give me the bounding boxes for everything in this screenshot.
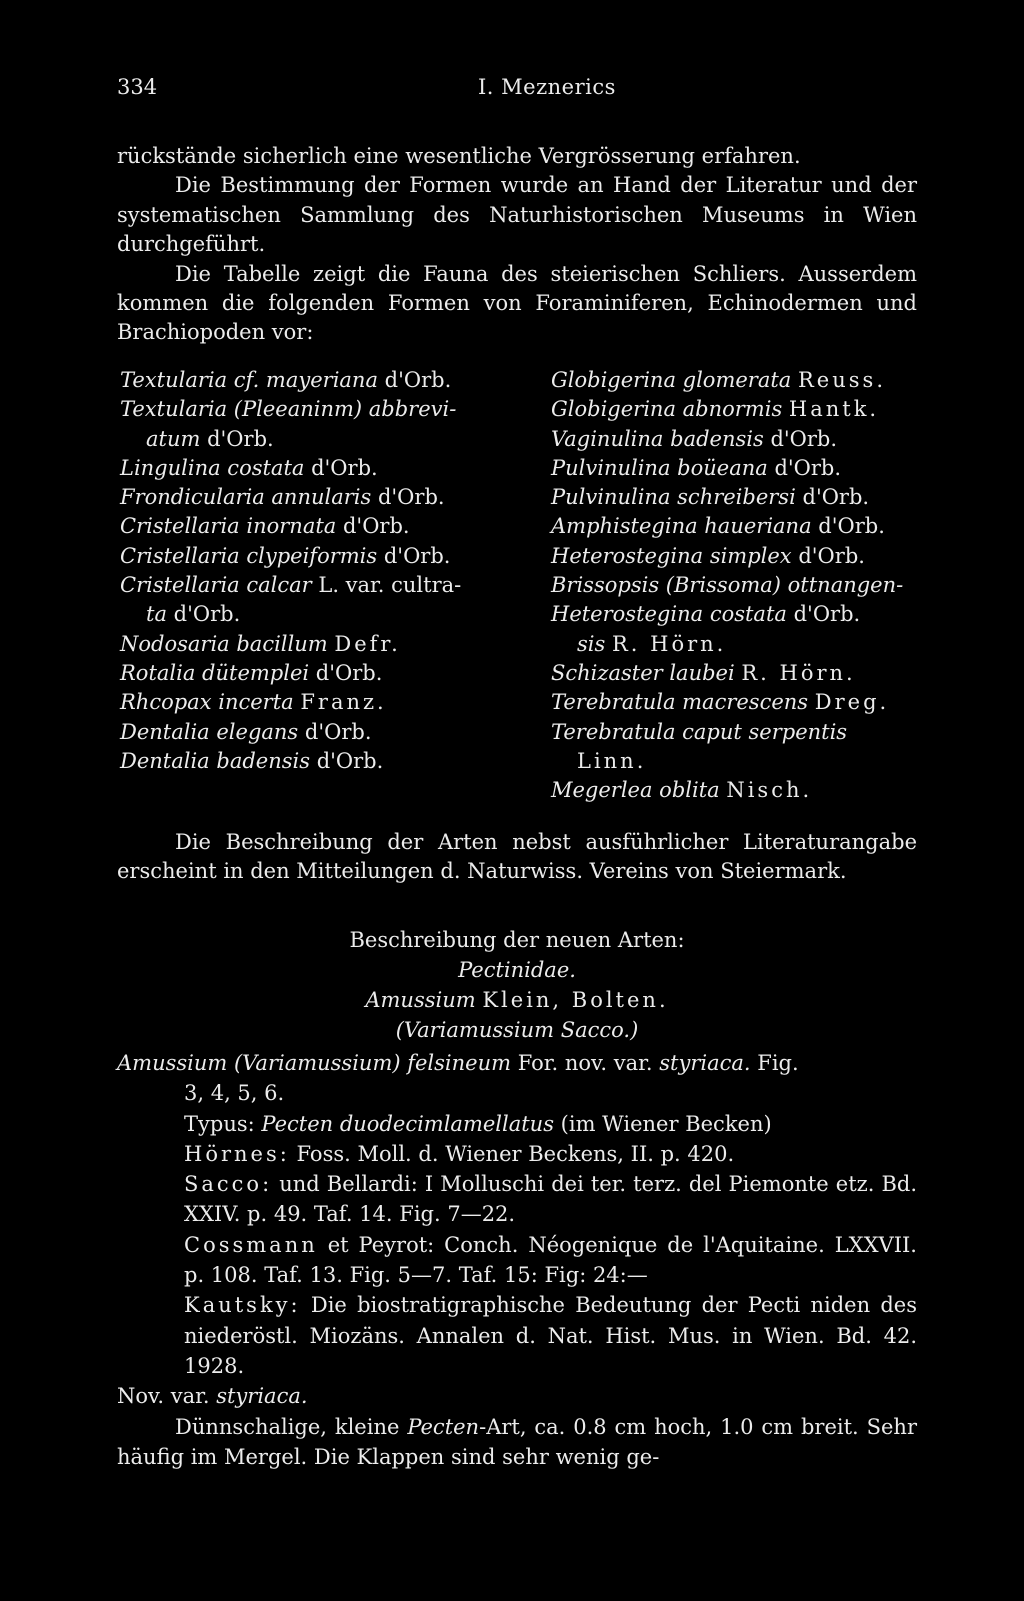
list-item: Linn. (577, 748, 647, 773)
intro-para-3: Die Tabelle zeigt die Fauna des steierischen Schliers. Ausserdem kommen die folgenden Formen von Foraminiferen, Echinodermen und Brachiopoden vor: (117, 261, 917, 345)
list-item: Nodosaria bacillum Defr. (120, 631, 401, 656)
list-item: Lingulina costata d'Orb. (120, 455, 378, 480)
reference: Kautsky: Die biostratigraphische Bedeutung der Pecti niden des niederöstl. Miozäns. Annalen d. Nat. Hist. Mus. in Wien. Bd. 42. 1928. (184, 1293, 917, 1378)
list-item: Cristellaria calcar L. var. cultra- (120, 573, 462, 598)
list-item: atum d'Orb. (146, 426, 274, 451)
description-note-text: Die Beschreibung der Arten nebst ausführlicher Literaturangabe erscheint in den Mitteilungen d. Naturwiss. Vereins von Steiermark. (117, 830, 917, 884)
genus-heading: Amussium Klein, Bolten. (365, 988, 669, 1012)
list-item: Rotalia dütemplei d'Orb. (120, 660, 383, 685)
list-item: Vaginulina badensis d'Orb. (551, 426, 838, 451)
list-item: sis R. Hörn. (577, 631, 727, 656)
list-item: Schizaster laubei R. Hörn. (551, 660, 856, 685)
list-item: Frondicularia annularis d'Orb. (120, 485, 445, 510)
reference: Cossmann et Peyrot: Conch. Néogenique de l'Aquitaine. LXXVII. p. 108. Taf. 13. Fig. 5—7. Taf. 15: Fig: 24:— (184, 1232, 917, 1288)
typus-line: Typus: Pecten duodecimlamellatus (im Wiener Becken) (184, 1111, 772, 1136)
list-item: Cristellaria inornata d'Orb. (120, 514, 410, 539)
description-note (117, 828, 917, 887)
page-number: 334 (117, 75, 158, 99)
reference: Sacco: und Bellardi: I Molluschi dei ter. terz. del Piemonte etz. Bd. XXIV. p. 49. Taf. 14. Fig. 7—22. (184, 1172, 917, 1227)
list-item: Terebratula macrescens Dreg. (551, 690, 890, 715)
list-item: Heterostegina simplex d'Orb. (551, 543, 865, 568)
reference: Hörnes: Foss. Moll. d. Wiener Beckens, II. p. 420. (184, 1141, 735, 1166)
list-item: Megerlea oblita Nisch. (551, 778, 813, 803)
list-item: Amphistegina haueriana d'Orb. (551, 514, 885, 539)
section-heading: Beschreibung der neuen Arten: (349, 928, 685, 952)
family-heading: Pectinidae. (458, 958, 576, 982)
list-item: Dentalia badensis d'Orb. (120, 748, 384, 773)
list-item: ta d'Orb. (146, 602, 241, 627)
subgenus-heading: (Variamussium Sacco.) (395, 1018, 639, 1042)
list-item: Textularia cf. mayeriana d'Orb. (120, 368, 452, 392)
intro-text (117, 142, 917, 348)
list-item: Brissopsis (Brissoma) ottnangen- (551, 573, 904, 598)
intro-para-2: Die Bestimmung der Formen wurde an Hand der Literatur und der systematischen Sammlung des Naturhistorischen Museums in Wien durchgeführt. (117, 173, 917, 257)
list-item: Heterostegina costata d'Orb. (551, 602, 861, 627)
section-headings (117, 925, 917, 1045)
list-item: Globigerina abnormis Hantk. (551, 397, 880, 422)
species-list-left (120, 366, 461, 776)
list-item: Rhcopax incerta Franz. (120, 690, 387, 715)
list-item: Globigerina glomerata Reuss. (551, 368, 886, 392)
species-title: Amussium (Variamussium) felsineum For. nov. var. styriaca. Fig. (117, 1051, 799, 1075)
list-item: Pulvinulina schreibersi d'Orb. (551, 485, 870, 510)
list-item: Textularia (Pleeaninm) abbrevi- (120, 397, 457, 422)
list-item: Pulvinulina boüeana d'Orb. (551, 455, 842, 480)
list-item: Terebratula caput serpentis (551, 719, 848, 744)
nov-var-line: Nov. var. styriaca. (117, 1384, 308, 1409)
species-description (117, 1048, 917, 1472)
species-list-right (551, 366, 903, 805)
fig-numbers: 3, 4, 5, 6. (184, 1081, 285, 1106)
intro-line-1: rückstände sicherlich eine wesentliche Vergrösserung erfahren. (117, 144, 801, 168)
list-item: Dentalia elegans d'Orb. (120, 719, 372, 744)
running-head: I. Meznerics (478, 75, 616, 99)
list-item: Cristellaria clypeiformis d'Orb. (120, 543, 451, 568)
description-paragraph: Dünnschalige, kleine Pecten-Art, ca. 0.8 cm hoch, 1.0 cm breit. Sehr häufig im Mergel. Die Klappen sind sehr wenig ge- (117, 1414, 917, 1469)
